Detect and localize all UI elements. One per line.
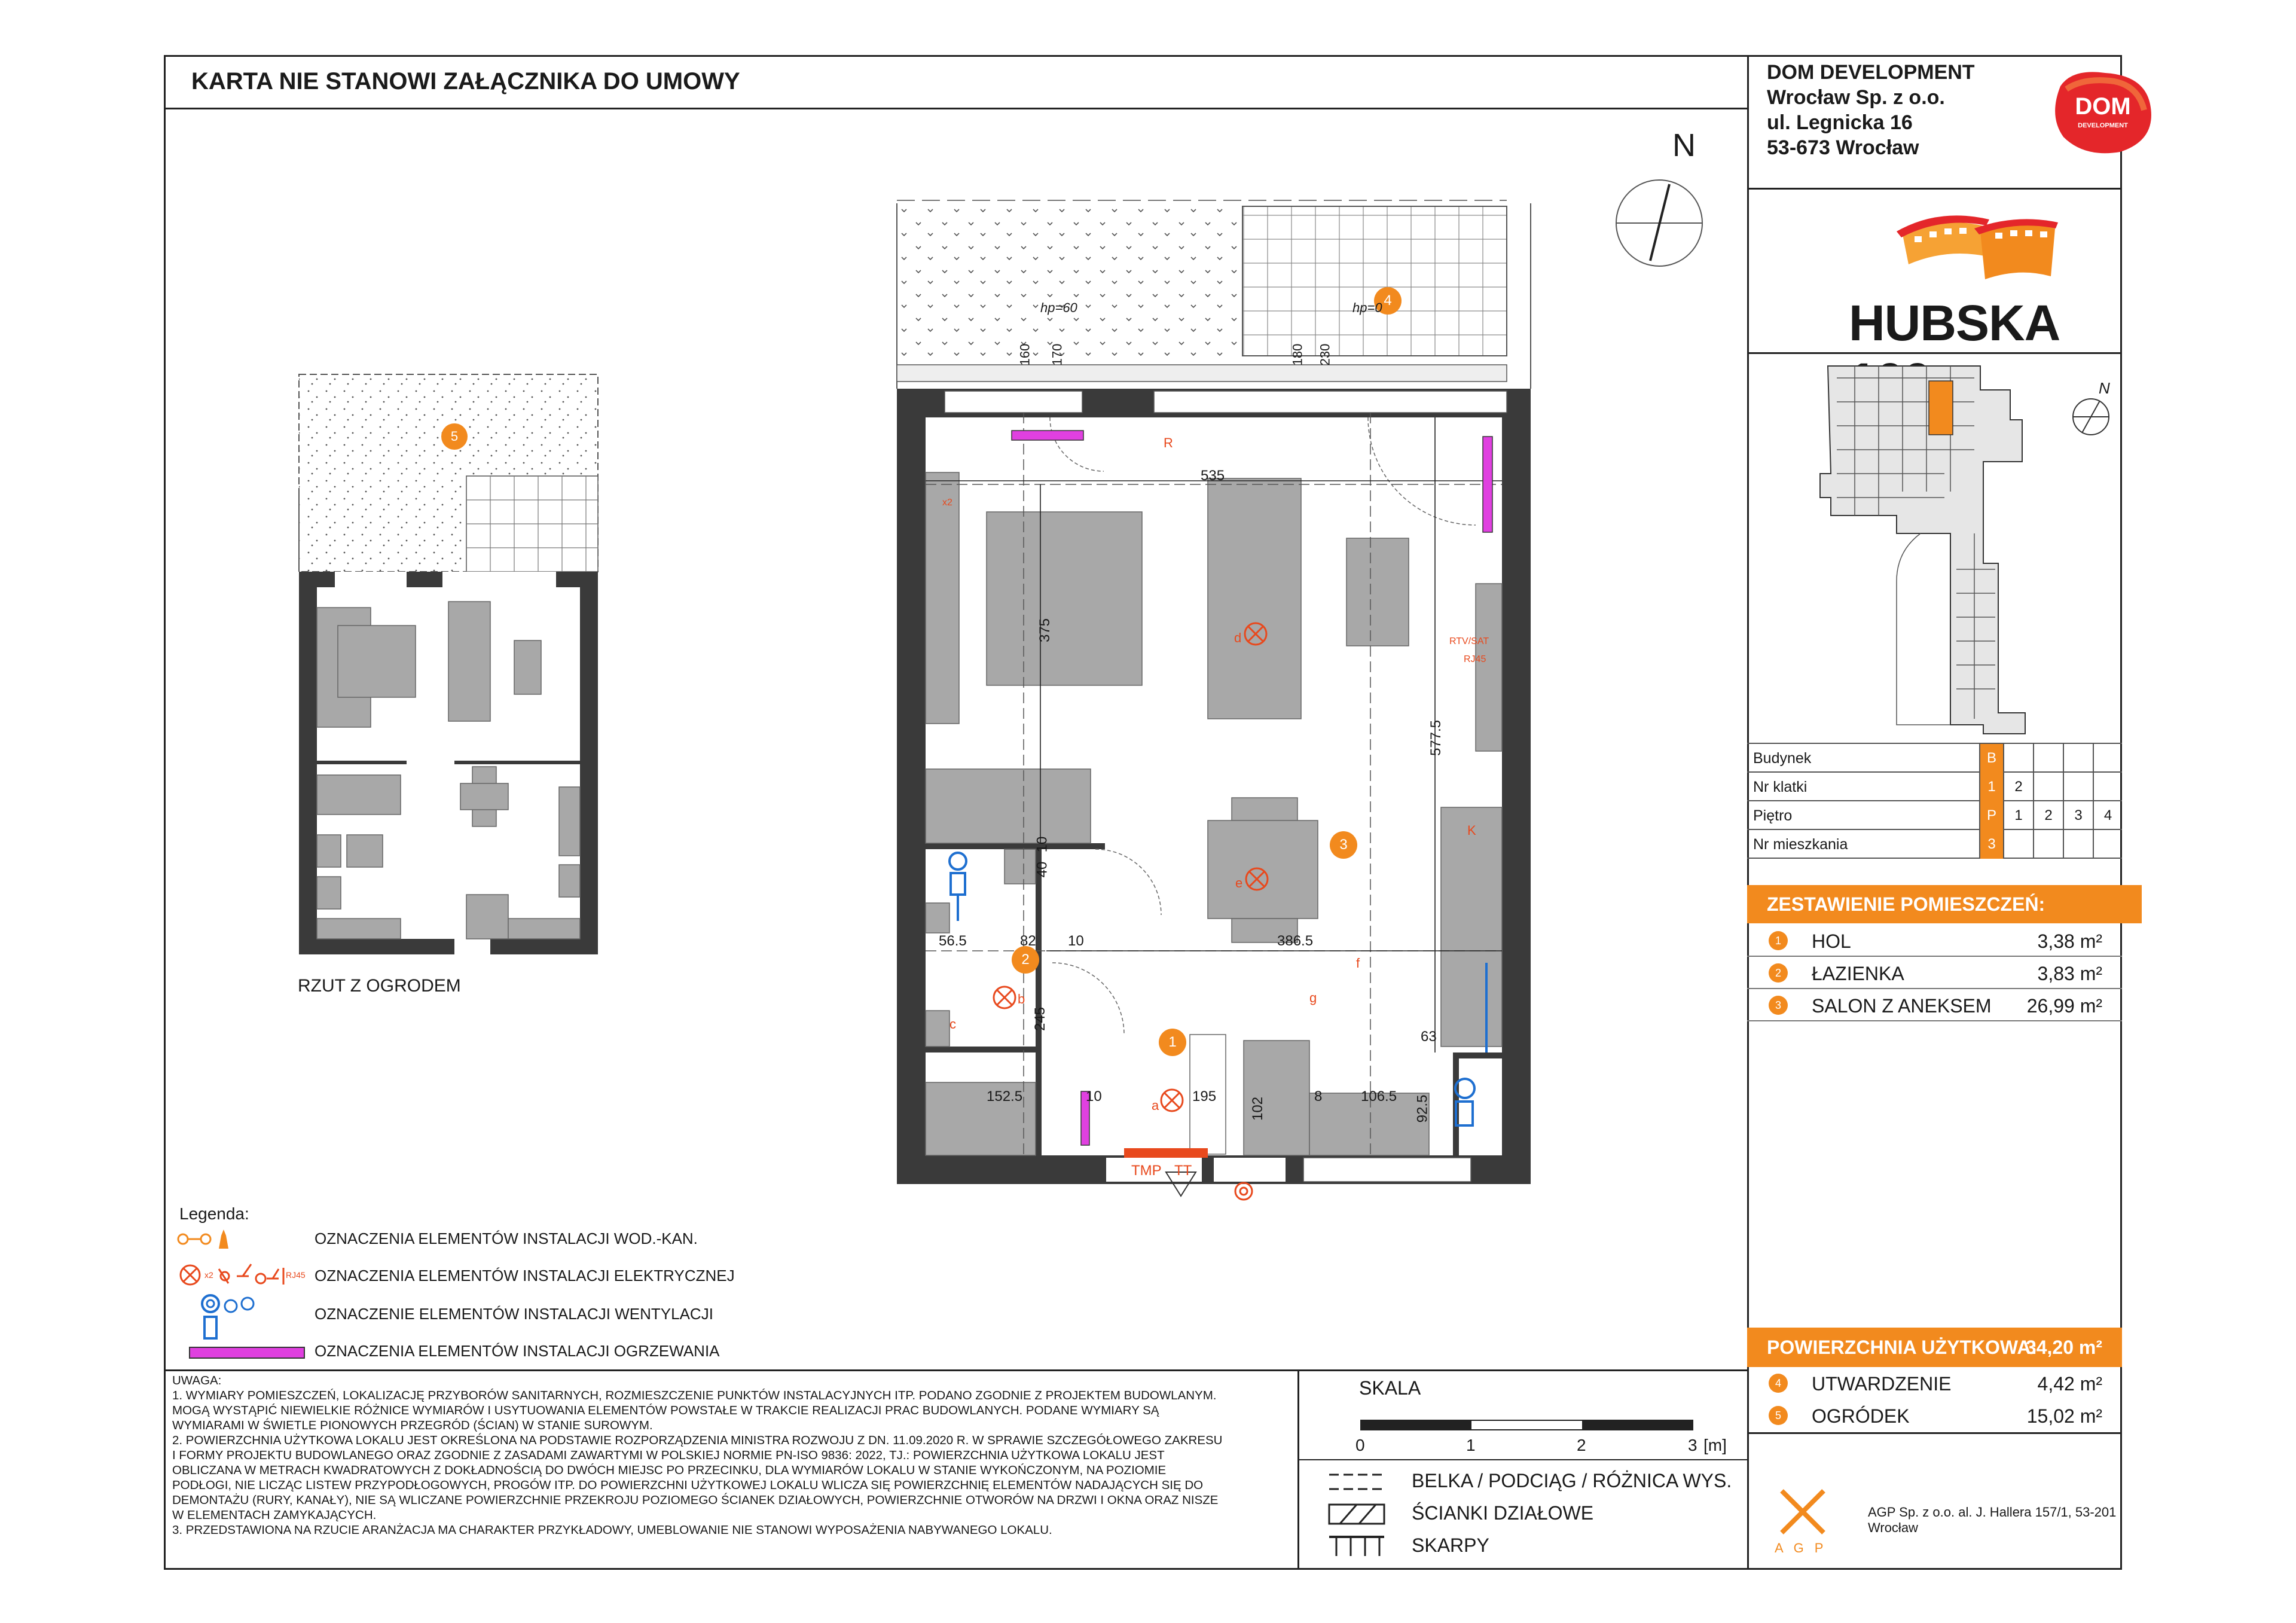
- dim-label: 180: [1290, 343, 1305, 366]
- note-line: 3. PRZEDSTAWIONA NA RZUCIE ARANŻACJA MA CHARAKTER PRZYKŁADOWY, UMEBLOWANIE NIE STANOWI WYPOSAŻENIA NABYWANEGO LOKALU.: [172, 1523, 1052, 1537]
- company-block: [1747, 55, 2131, 190]
- room-name: UTWARDZENIE: [1812, 1373, 1952, 1395]
- cell: [2033, 830, 2063, 859]
- legend-x2-label: x2: [204, 1270, 213, 1280]
- dim-label: 230: [1317, 343, 1333, 366]
- compass-icon: [1614, 178, 1704, 268]
- fixture-letter: d: [1234, 630, 1242, 645]
- fixture-letter: g: [1309, 990, 1317, 1005]
- cell: [2063, 744, 2093, 773]
- usable-area-value: 34,20 m²: [2025, 1337, 2102, 1358]
- slope-icon: [1328, 1534, 1385, 1558]
- garden-plan-caption: RZUT Z OGRODEM: [298, 976, 461, 996]
- active-cell: P: [1979, 801, 2003, 830]
- legend-rj45-label: RJ45: [286, 1270, 306, 1280]
- legend-item: OZNACZENIA ELEMENTÓW INSTALACJI ELEKTRYCZNEJ: [315, 1267, 735, 1285]
- dim-label: 82: [1020, 933, 1036, 949]
- room-number-badge: 4: [1769, 1374, 1788, 1393]
- active-cell: 1: [1979, 773, 2003, 801]
- row-label: Nr klatki: [1753, 779, 1808, 795]
- fixture-letter: f: [1356, 956, 1360, 971]
- project-block: [1747, 190, 2122, 354]
- symbols-block: [1299, 1460, 1747, 1570]
- scale-block: [1299, 1371, 1747, 1459]
- cell: [2093, 830, 2122, 859]
- dim-label: 92.5: [1414, 1094, 1431, 1123]
- north-label: N: [1672, 127, 1696, 163]
- dim-label: 10: [1034, 836, 1051, 853]
- room-row: [1747, 957, 2122, 989]
- dim-label: 152.5: [987, 1088, 1023, 1105]
- cell: 3: [2063, 801, 2093, 830]
- room-area: 3,38 m²: [2037, 931, 2102, 952]
- dim-label: 10: [1086, 1088, 1102, 1105]
- beam-symbol-icon: [1328, 1471, 1385, 1493]
- table-row: [1747, 744, 2122, 773]
- partition-wall-icon: [1328, 1503, 1385, 1525]
- room-area: 15,02 m²: [2026, 1405, 2102, 1427]
- table-row: [1747, 801, 2122, 830]
- table-row: [1747, 830, 2122, 859]
- dim-label: 195: [1192, 1088, 1217, 1105]
- cell: [2063, 773, 2093, 801]
- company-line-4: 53-673 Wrocław: [1767, 136, 1919, 159]
- cell: [2093, 773, 2122, 801]
- usable-area-band: [1747, 1328, 2122, 1367]
- cell: [2063, 830, 2093, 859]
- site-plan: [1747, 354, 2122, 743]
- room-area: 4,42 m²: [2037, 1373, 2102, 1395]
- dim-label: 170: [1049, 343, 1065, 366]
- company-line-3: ul. Legnicka 16: [1767, 111, 1913, 134]
- height-label: hp=0: [1352, 300, 1382, 315]
- extra-row: [1747, 1367, 2122, 1399]
- room-area: 3,83 m²: [2037, 963, 2102, 984]
- row-label: Budynek: [1753, 750, 1812, 767]
- legend-item: OZNACZENIE ELEMENTÓW INSTALACJI WENTYLACJI: [315, 1305, 713, 1323]
- note-line: I FORMY PROJEKTU BUDOWLANEGO ORAZ ZGODNIE Z ZASADAMI ZAWARTYMI W POLSKIEJ NORMIE PN-ISO 9836: 2022, TJ.: POWIERZCHNIA UŻYTKOWA LOKALU JEST: [172, 1448, 1165, 1462]
- scale-tick: 3: [1688, 1436, 1697, 1454]
- room-name: SALON Z ANEKSEM: [1812, 995, 1992, 1017]
- socket-label: RTV/SAT: [1449, 636, 1489, 646]
- symbol-label: SKARPY: [1412, 1534, 1489, 1556]
- fixture-letter: K: [1467, 823, 1476, 838]
- room-number-badge: 1: [1159, 1029, 1186, 1056]
- room-row: [1747, 989, 2122, 1021]
- scale-title: SKALA: [1359, 1377, 1421, 1399]
- dim-label: 10: [1068, 933, 1084, 949]
- legend-item: OZNACZENIA ELEMENTÓW INSTALACJI WOD.-KAN.: [315, 1230, 698, 1247]
- symbol-label: BELKA / PODCIĄG / RÓŻNICA WYS.: [1412, 1470, 1732, 1491]
- socket-label: RJ45: [1464, 654, 1486, 664]
- note-line: 1. WYMIARY POMIESZCZEŃ, LOKALIZACJĘ PRZYBORÓW SANITARNYCH, ROZMIESZCZENIE PUNKTÓW INSTALACYJNYCH ITP. PODANO ZGODNIE Z PROJEKTEM BUDOWLANYM.: [172, 1389, 1217, 1402]
- room-number-badge: 2: [1012, 946, 1039, 974]
- table-row: [1747, 773, 2122, 801]
- dim-label: 160: [1017, 343, 1033, 366]
- agp-logo-icon: [1776, 1485, 1830, 1539]
- cell: 2: [2033, 801, 2063, 830]
- scale-tick: 1: [1466, 1436, 1476, 1454]
- rooms-header: ZESTAWIENIE POMIESZCZEŃ:: [1747, 885, 2142, 923]
- main-floor-plan: [885, 191, 1567, 1208]
- scale-tick: 2: [1577, 1436, 1586, 1454]
- dim-label: 63: [1421, 1029, 1437, 1045]
- cell: [2033, 773, 2063, 801]
- extra-row: [1747, 1399, 2122, 1432]
- ventilation-installation-icon: [201, 1294, 261, 1342]
- dom-development-logo: [2048, 68, 2160, 158]
- location-table: [1747, 743, 2122, 860]
- dim-label: 8: [1314, 1088, 1323, 1105]
- fixture-letter: x2: [942, 498, 952, 508]
- project-name: HUBSKA: [1849, 295, 2059, 351]
- dim-label: 245: [1032, 1006, 1049, 1032]
- cell: [2003, 744, 2033, 773]
- document-title: KARTA NIE STANOWI ZAŁĄCZNIKA DO UMOWY: [191, 68, 740, 94]
- film-strip-logo: [1891, 202, 2064, 288]
- note-line: WYMIARAMI W ŚWIETLE PIONOWYCH PRZEGRÓD (ŚCIAN) W STANIE SUROWYM.: [172, 1418, 653, 1432]
- room-area: 26,99 m²: [2026, 995, 2102, 1017]
- note-line: OBLICZANA W METRACH KWADRATOWYCH Z DOKŁADNOŚCIĄ DO DWÓCH MIEJSC PO PRZECINKU, DLA WYMIARÓW LOKALU W STANIE WYKOŃCZONYM, NA POZIOMIE: [172, 1463, 1167, 1477]
- cell: 4: [2093, 801, 2122, 830]
- tech-label: TMP: [1131, 1163, 1162, 1179]
- cell: [2003, 830, 2033, 859]
- fixture-letter: e: [1235, 875, 1243, 890]
- row-label: Piętro: [1753, 807, 1793, 824]
- scale-unit: [m]: [1703, 1436, 1727, 1454]
- heating-installation-icon: [189, 1347, 305, 1359]
- room-number-badge: 2: [1769, 963, 1788, 983]
- fixture-letter: c: [949, 1017, 956, 1032]
- room-number-badge: 5: [1769, 1406, 1788, 1425]
- extras-section: [1747, 1367, 2122, 1434]
- company-line-1: DOM DEVELOPMENT: [1767, 61, 1975, 84]
- notes-title: UWAGA:: [172, 1374, 222, 1387]
- dim-label: 535: [1201, 468, 1225, 484]
- room-number-badge: 4: [1374, 287, 1402, 315]
- room-name: ŁAZIENKA: [1812, 963, 1904, 984]
- dim-label: 386.5: [1277, 933, 1314, 949]
- header-divider: [164, 108, 1747, 109]
- legend: [177, 1204, 894, 1366]
- room-number-badge: 1: [1769, 931, 1788, 950]
- room-row: [1747, 925, 2122, 957]
- room-number-badge: 3: [1330, 831, 1357, 859]
- site-north-label: N: [2099, 379, 2110, 397]
- note-line: W ELEMENTACH ZAMYKAJĄCYCH.: [172, 1508, 377, 1522]
- scale-tick: 0: [1355, 1436, 1365, 1454]
- cell: [2003, 744, 2004, 773]
- room-number-badge: 3: [1769, 996, 1788, 1015]
- water-installation-icon: [177, 1225, 237, 1252]
- scale-bar: [1360, 1419, 1695, 1435]
- room-name: HOL: [1812, 931, 1851, 952]
- notes: [172, 1373, 1296, 1537]
- cell: 2: [2003, 773, 2033, 801]
- tech-label: TT: [1174, 1163, 1192, 1179]
- agp-address: AGP Sp. z o.o. al. J. Hallera 157/1, 53-201 Wrocław: [1868, 1505, 2117, 1535]
- company-line-2: Wrocław Sp. z o.o.: [1767, 86, 1945, 109]
- cell: [2093, 744, 2122, 773]
- dim-label: 102: [1250, 1096, 1266, 1121]
- note-line: MOGĄ WYSTĄPIĆ NIEWIELKIE RÓŻNICE WYMIARÓW I USYTUOWANIA ELEMENTÓW POWSTAŁE W TRAKCIE REALIZACJI PRAC BUDOWLANYCH. PODANE WYMIARY SĄ: [172, 1404, 1159, 1417]
- cell: [2033, 744, 2063, 773]
- room-name: OGRÓDEK: [1812, 1405, 1910, 1427]
- garden-plan: [287, 368, 622, 966]
- fixture-letter: R: [1164, 435, 1173, 450]
- dim-label: 106.5: [1361, 1088, 1397, 1105]
- symbol-label: ŚCIANKI DZIAŁOWE: [1412, 1502, 1594, 1524]
- note-line: DEMONTAŻU (RURY, KANAŁY), NIE SĄ WLICZANE POWIERZCHNIE PRZEKROJU POZIOMEGO ŚCIANEK DZIAŁOWYCH, POWIERZCHNIE OTWORÓW NA DRZWI I OKNA ORAZ NISZE: [172, 1493, 1219, 1507]
- agp-block: [1747, 1434, 2122, 1570]
- dim-label: 56.5: [939, 933, 967, 949]
- dim-label: 40: [1034, 861, 1051, 878]
- garden-number-badge: 5: [441, 423, 468, 450]
- active-cell: B: [1979, 744, 2003, 773]
- height-label: hp=60: [1040, 300, 1077, 315]
- agp-letters: A G P: [1775, 1540, 1827, 1555]
- logo-text-dom: DOM: [2075, 93, 2131, 120]
- dim-label: 577.5: [1428, 719, 1445, 756]
- note-line: PODŁOGI, NIE LICZĄC LISTEW PRZYPODŁOGOWYCH, PROGÓW ITP. DO POWIERZCHNI UŻYTKOWEJ LOKALU WLICZA SIĘ POWIERZCHNIĘ ELEMENTÓW NADAJĄCYCH SIĘ DO: [172, 1478, 1204, 1492]
- usable-area-label: POWIERZCHNIA UŻYTKOWA:: [1767, 1337, 2038, 1358]
- active-cell: 3: [1979, 830, 2003, 859]
- legend-title: Legenda:: [179, 1204, 249, 1223]
- note-line: 2. POWIERZCHNIA UŻYTKOWA LOKALU JEST OKREŚLONA NA PODSTAWIE ROZPORZĄDZENIA MINISTRA ROZWOJU Z DN. 11.09.2020 R. W SPRAWIE SZCZEGÓŁOWEGO ZAKRESU: [172, 1433, 1223, 1447]
- dim-label: 375: [1037, 618, 1054, 643]
- fixture-letter: a: [1152, 1098, 1159, 1113]
- fixture-letter: b: [1018, 992, 1025, 1006]
- cell: 1: [2003, 801, 2033, 830]
- row-label: Nr mieszkania: [1753, 836, 1848, 853]
- logo-text-development: DEVELOPMENT: [2078, 122, 2128, 129]
- legend-item: OZNACZENIA ELEMENTÓW INSTALACJI OGRZEWANIA: [315, 1342, 720, 1360]
